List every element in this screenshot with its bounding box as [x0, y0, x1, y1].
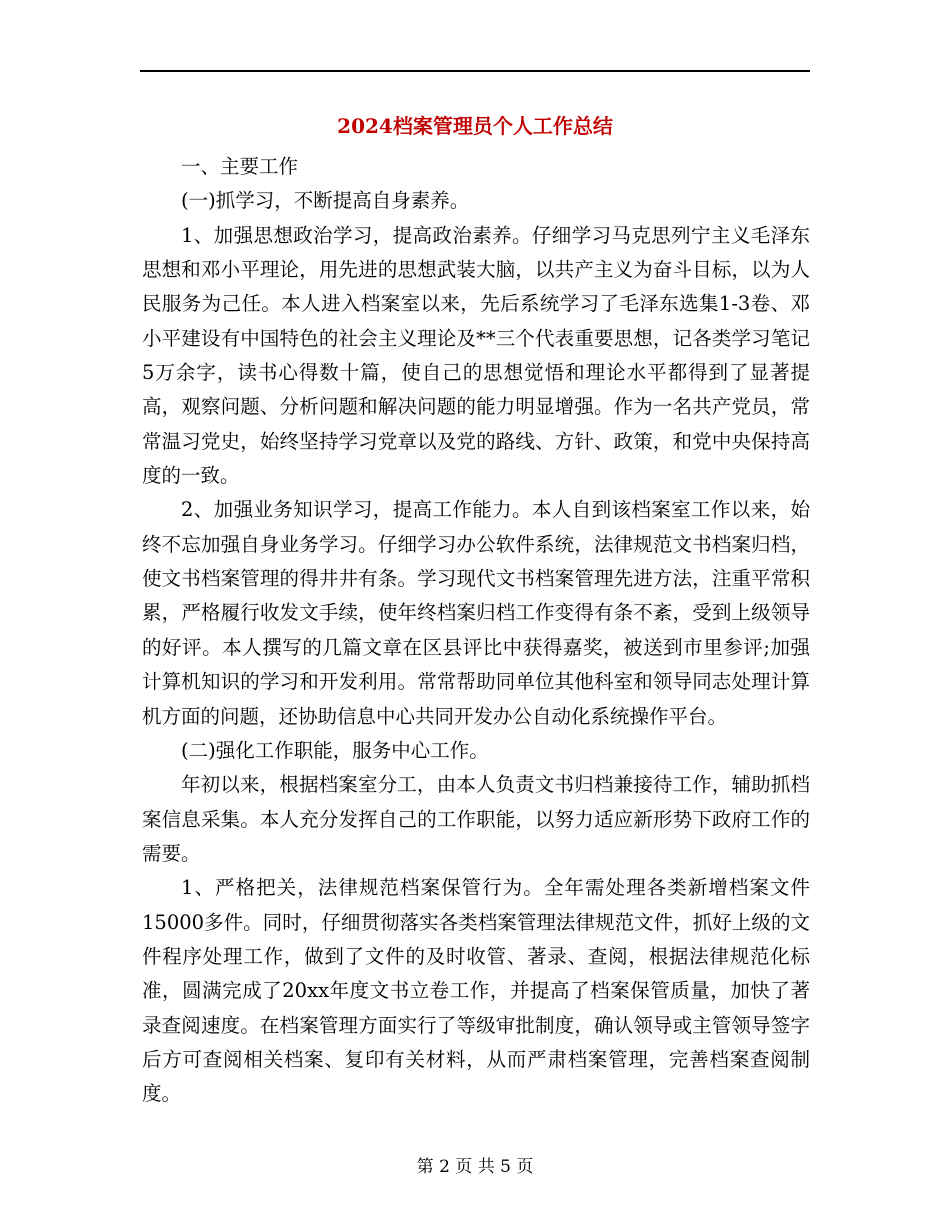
- subsection-heading: (二)强化工作职能，服务中心工作。: [181, 738, 489, 762]
- body-paragraph: 年初以来，根据档案室分工，由本人负责文书归档兼接待工作，辅助抓档案信息采集。本人充分发挥自己的工作职能，以努力适应新形势下政府工作的需要。: [142, 773, 810, 865]
- body-paragraph: 1、严格把关，法律规范档案保管行为。全年需处理各类新增档案文件15000多件。同时，仔细贯彻落实各类档案管理法律规范文件，抓好上级的文件程序处理工作，做到了文件的及时收管、著录、查阅，根据法律规范化标准，圆满完成了20xx年度文书立卷工作，并提高了档案保管质量，加快了著录查阅速度。在档案管理方面实行了等级审批制度，确认领导或主管领导签字后方可查阅相关档案、复印有关材料，从而严肃档案管理，完善档案查阅制度。: [142, 876, 810, 1106]
- body-paragraph: 1、加强思想政治学习，提高政治素养。仔细学习马克思列宁主义毛泽东思想和邓小平理论，用先进的思想武装大脑，以共产主义为奋斗目标，以为人民服务为己任。本人进入档案室以来，先后系统学习了毛泽东选集1-3卷、邓小平建设有中国特色的社会主义理论及**三个代表重要思想，记各类学习笔记5万余字，读书心得数十篇，使自己的思想觉悟和理论水平都得到了显著提高，观察问题、分析问题和解决问题的能力明显增强。作为一名共产党员，常常温习党史，始终坚持学习党章以及党的路线、方针、政策，和党中央保持高度的一致。: [142, 223, 810, 488]
- document-body: [142, 150, 810, 1112]
- subsection-heading: (一)抓学习，不断提高自身素养。: [181, 189, 470, 213]
- section-heading: 一、主要工作: [181, 155, 299, 178]
- document-title: 2024档案管理员个人工作总结: [337, 114, 613, 138]
- page-number: 第 2 页 共 5 页: [416, 1157, 534, 1177]
- header-rule: [140, 70, 810, 72]
- body-paragraph: 2、加强业务知识学习，提高工作能力。本人自到该档案室工作以来，始终不忘加强自身业务学习。仔细学习办公软件系统，法律规范文书档案归档，使文书档案管理的得井井有条。学习现代文书档案管理先进方法，注重平常积累，严格履行收发文手续，使年终档案归档工作变得有条不紊，受到上级领导的好评。本人撰写的几篇文章在区县评比中获得嘉奖，被送到市里参评;加强计算机知识的学习和开发利用。常常帮助同单位其他科室和领导同志处理计算机方面的问题，还协助信息中心共同开发办公自动化系统操作平台。: [142, 498, 810, 728]
